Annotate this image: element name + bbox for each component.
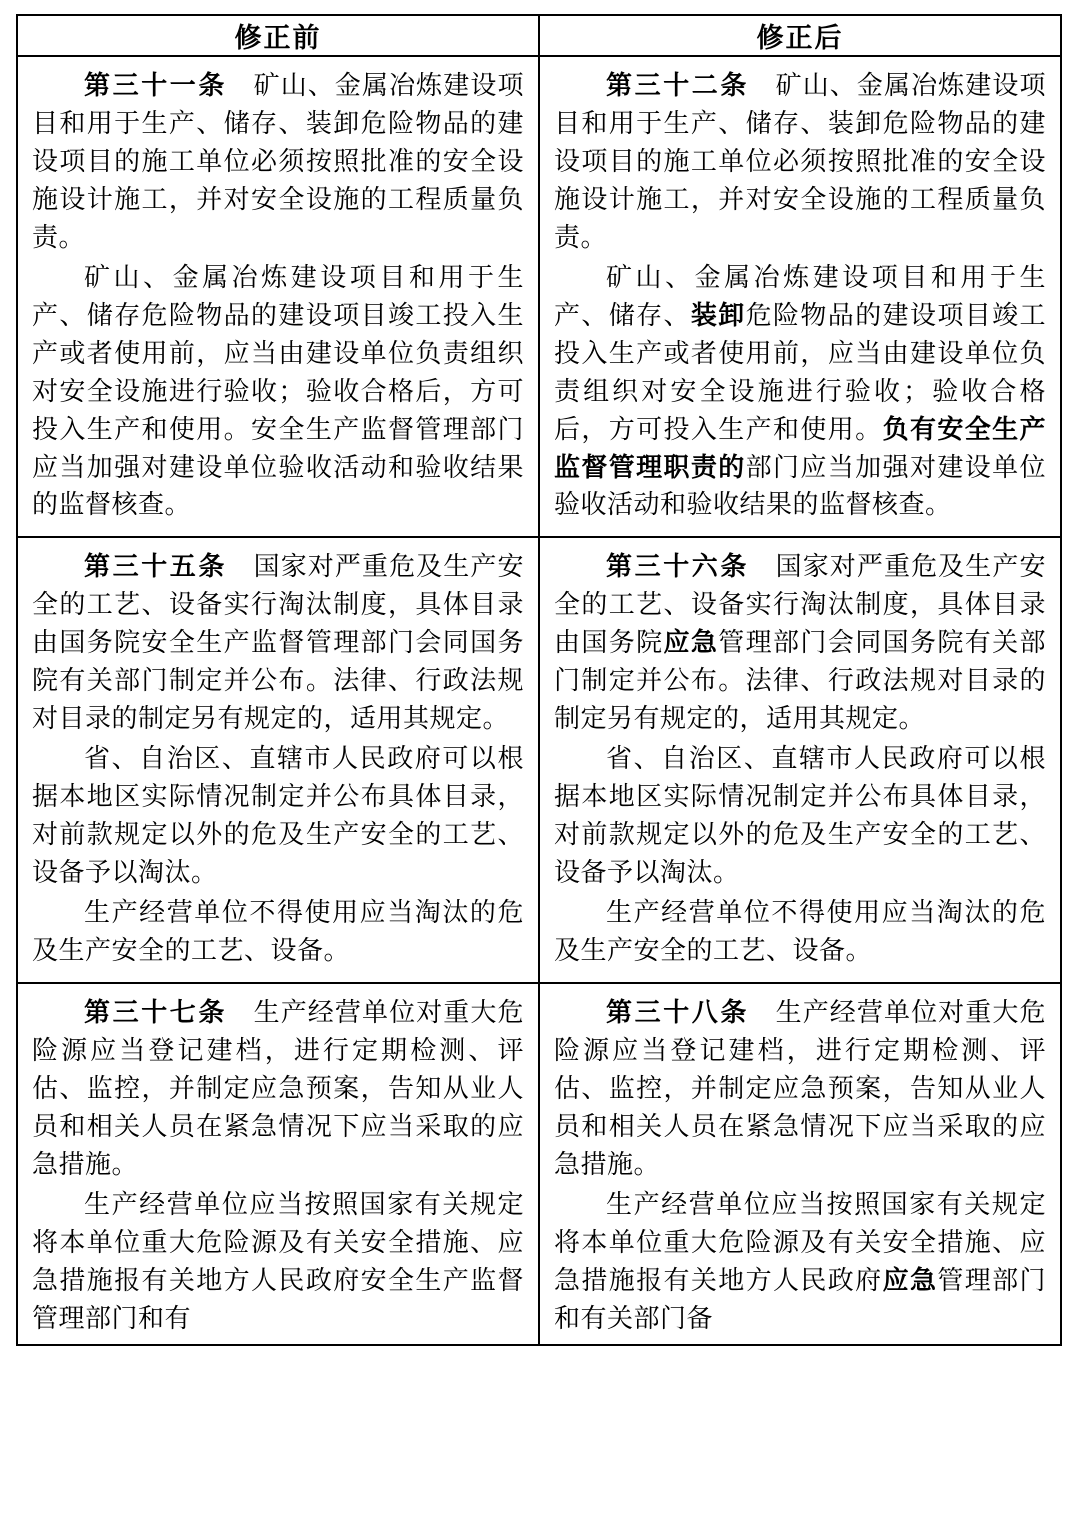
article-number: 第三十六条 xyxy=(606,552,749,582)
column-header-after: 修正后 xyxy=(539,15,1061,56)
body-text: 省、自治区、直辖市人民政府可以根据本地区实际情况制定并公布具体目录，对前款规定以外的危及生产安全的工艺、设备予以淘汰。 xyxy=(554,744,1046,888)
paragraph xyxy=(554,894,1046,970)
cell-after xyxy=(539,56,1061,537)
paragraph xyxy=(32,548,524,738)
amended-text: 装卸 xyxy=(690,300,746,330)
paragraph xyxy=(554,67,1046,257)
article-number: 第三十八条 xyxy=(606,997,749,1027)
paragraph xyxy=(554,740,1046,892)
body-text: 生产经营单位对重大危险源应当登记建档，进行定期检测、评估、监控，并制定应急预案，告知从业人员和相关人员在紧急情况下应当采取的应急措施。 xyxy=(32,997,524,1179)
body-text: 生产经营单位对重大危险源应当登记建档，进行定期检测、评估、监控，并制定应急预案，告知从业人员和相关人员在紧急情况下应当采取的应急措施。 xyxy=(554,997,1046,1179)
article-block-before xyxy=(18,57,538,536)
body-text: 矿山、金属冶炼建设项目和用于生产、储存、 xyxy=(554,262,1046,330)
table-row xyxy=(17,56,1061,537)
body-text: 国家对严重危及生产安全的工艺、设备实行淘汰制度，具体目录由国务院安全生产监督管理部门会同国务院有关部门制定并公布。法律、行政法规对目录的制定另有规定的，适用其规定。 xyxy=(32,552,524,734)
article-number: 第三十二条 xyxy=(606,71,749,100)
amendment-comparison-table xyxy=(16,14,1062,1346)
paragraph xyxy=(32,740,524,892)
article-block-after xyxy=(540,538,1060,981)
paragraph xyxy=(32,994,524,1184)
body-text: 矿山、金属冶炼建设项目和用于生产、储存、装卸危险物品的建设项目的施工单位必须按照批准的安全设施设计施工，并对安全设施的工程质量负责。 xyxy=(32,71,524,252)
body-text: 矿山、金属冶炼建设项目和用于生产、储存危险物品的建设项目竣工投入生产或者使用前，应当由建设单位负责组织对安全设施进行验收；验收合格后，方可投入生产和使用。安全生产监督管理部门应当加强对建设单位验收活动和验收结果的监督核查。 xyxy=(32,262,524,520)
table-row xyxy=(17,983,1061,1345)
paragraph xyxy=(554,994,1046,1184)
table-row xyxy=(17,537,1061,982)
body-text: 部门应当加强对建设单位验收活动和验收结果的监督核查。 xyxy=(554,452,1046,520)
body-text: 省、自治区、直辖市人民政府可以根据本地区实际情况制定并公布具体目录，对前款规定以外的危及生产安全的工艺、设备予以淘汰。 xyxy=(32,744,524,888)
paragraph xyxy=(554,259,1046,525)
article-number: 第三十五条 xyxy=(84,552,227,582)
body-text: 国家对严重危及生产安全的工艺、设备实行淘汰制度，具体目录由国务院 xyxy=(554,552,1046,658)
table-body xyxy=(17,56,1061,1345)
paragraph xyxy=(32,894,524,970)
body-text: 矿山、金属冶炼建设项目和用于生产、储存、装卸危险物品的建设项目的施工单位必须按照批准的安全设施设计施工，并对安全设施的工程质量负责。 xyxy=(554,71,1046,252)
article-block-before xyxy=(18,538,538,981)
article-block-before xyxy=(18,984,538,1344)
cell-before xyxy=(17,983,539,1345)
body-text: 管理部门和有关部门备 xyxy=(554,1265,1046,1333)
amended-text: 应急 xyxy=(882,1265,938,1295)
body-text: 生产经营单位不得使用应当淘汰的危及生产安全的工艺、设备。 xyxy=(32,898,524,965)
body-text: 生产经营单位不得使用应当淘汰的危及生产安全的工艺、设备。 xyxy=(554,898,1046,965)
article-block-after xyxy=(540,57,1060,536)
body-text: 管理部门会同国务院有关部门制定并公布。法律、行政法规对目录的制定另有规定的，适用其规定。 xyxy=(554,628,1046,734)
paragraph xyxy=(554,548,1046,738)
body-text: 生产经营单位应当按照国家有关规定将本单位重大危险源及有关安全措施、应急措施报有关地方人民政府安全生产监督管理部门和有 xyxy=(32,1189,524,1333)
paragraph xyxy=(554,1186,1046,1338)
cell-before xyxy=(17,56,539,537)
amended-text: 负有安全生产监督管理职责的 xyxy=(554,414,1046,482)
cell-before xyxy=(17,537,539,982)
article-block-after xyxy=(540,984,1060,1344)
body-text: 危险物品的建设项目竣工投入生产或者使用前，应当由建设单位负责组织对安全设施进行验收；验收合格后，方可投入生产和使用。 xyxy=(554,300,1046,444)
cell-after xyxy=(539,983,1061,1345)
cell-after xyxy=(539,537,1061,982)
article-number: 第三十一条 xyxy=(84,71,227,100)
table-header-row xyxy=(17,15,1061,56)
column-header-before: 修正前 xyxy=(17,15,539,56)
body-text: 生产经营单位应当按照国家有关规定将本单位重大危险源及有关安全措施、应急措施报有关地方人民政府 xyxy=(554,1189,1046,1295)
paragraph xyxy=(32,67,524,257)
paragraph xyxy=(32,259,524,525)
article-number: 第三十七条 xyxy=(84,997,227,1027)
amended-text: 应急 xyxy=(663,628,719,658)
paragraph xyxy=(32,1186,524,1338)
